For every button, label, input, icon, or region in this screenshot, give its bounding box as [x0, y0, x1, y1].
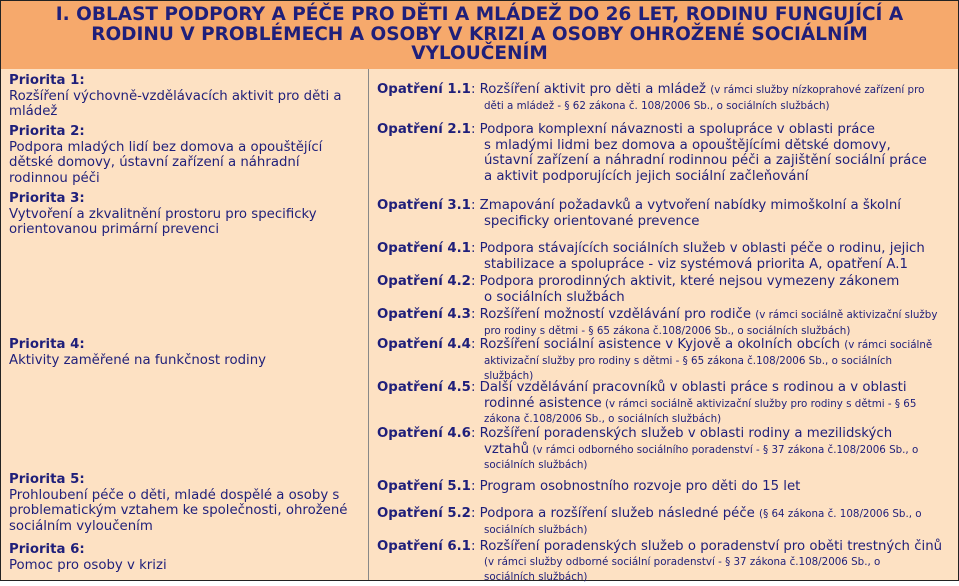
- measure-note: sociálních službách): [484, 523, 588, 536]
- measure-text: : Podpora stávajících sociálních služeb v oblasti péče o rodinu, jejich: [470, 241, 925, 256]
- priority-6: [9, 542, 361, 573]
- priority-text: mládež: [9, 104, 58, 120]
- measure-text: : Rozšíření aktivit pro děti a mládež: [470, 82, 711, 97]
- title-line-2: RODINU V PROBLÉMECH A OSOBY V KRIZI A OSOBY OHROŽENÉ SOCIÁLNÍM: [91, 23, 868, 45]
- measures-column: [369, 69, 958, 584]
- measure-heading: Opatření 4.5: [377, 380, 471, 395]
- priorities-column: [1, 69, 369, 580]
- priority-text: sociálním vyloučením: [9, 518, 153, 534]
- measure-3-1: [377, 198, 957, 229]
- priority-heading: Priorita 2:: [9, 124, 85, 139]
- priority-2: [9, 124, 361, 186]
- priority-heading: Priorita 6:: [9, 542, 85, 557]
- measure-heading: Opatření 6.1: [377, 539, 471, 554]
- measure-text: : Rozšíření možností vzdělávání pro rodiče: [470, 307, 756, 322]
- measure-note: (v rámci sociálně: [844, 339, 933, 351]
- measure-heading: Opatření 3.1: [377, 198, 471, 213]
- priority-text: Pomoc pro osoby v krizi: [9, 557, 167, 573]
- priority-text: rodinnou péči: [9, 170, 100, 186]
- measure-text: a aktivit podporujících jejich sociální začleňování: [484, 168, 809, 184]
- measure-text: : Další vzdělávání pracovníků v oblasti práce s rodinou a v oblasti: [470, 380, 907, 395]
- measure-5-1: [377, 479, 957, 495]
- measure-4-5: [377, 380, 957, 428]
- measure-text: : Program osobnostního rozvoje pro děti do 15 let: [470, 479, 801, 494]
- measure-note: (v rámci služby odborné sociální poradenství - § 37 zákona č.108/2006 Sb., o: [484, 555, 881, 568]
- measure-4-1: [377, 241, 957, 272]
- measure-text: vztahů: [484, 441, 530, 457]
- title-line-3: VYLOUČENÍM: [411, 43, 548, 64]
- priority-heading: Priorita 5:: [9, 472, 85, 487]
- measure-4-2: [377, 274, 957, 305]
- priority-text: Aktivity zaměřené na funkčnost rodiny: [9, 352, 267, 368]
- measure-4-6: [377, 426, 957, 474]
- measure-heading: Opatření 4.4: [377, 337, 471, 352]
- measure-note: (§ 64 zákona č. 108/2006 Sb., o: [759, 508, 922, 520]
- measure-note: (v rámci odborného sociálního poradenství - § 37 zákona č.108/2006 Sb., o: [529, 443, 919, 456]
- priority-heading: Priorita 3:: [9, 191, 85, 206]
- measure-heading: Opatření 4.3: [377, 307, 471, 322]
- measure-note: (v rámci sociálně aktivizační služby pro rodiny s dětmi - § 65: [601, 397, 917, 410]
- measure-1-1: [377, 82, 957, 114]
- priority-1: [9, 73, 361, 120]
- measure-note: sociálních službách): [484, 571, 588, 584]
- measure-6-1: [377, 539, 957, 586]
- measure-text: specificky orientované prevence: [484, 213, 700, 229]
- measure-heading: Opatření 5.2: [377, 506, 471, 521]
- measure-text: o sociálních službách: [484, 289, 625, 305]
- measure-note: (v rámci služby nízkoprahové zařízení pro: [710, 84, 925, 96]
- priority-3: [9, 191, 361, 238]
- measure-text: : Rozšíření poradenských služeb v oblasti rodiny a mezilidských: [470, 426, 893, 441]
- measure-note: zákona č.108/2006 Sb., o sociálních službách): [484, 413, 722, 426]
- priority-text: Vytvoření a zkvalitnění prostoru pro specificky: [9, 206, 317, 222]
- measure-heading: Opatření 4.6: [377, 426, 471, 441]
- measure-text: stabilizace a spolupráce - viz systémová priorita A, opatření A.1: [484, 256, 908, 272]
- measure-text: : Rozšíření sociální asistence v Kyjově a okolních obcích: [470, 337, 845, 352]
- priority-text: Rozšíření výchovně-vzdělávacích aktivit pro děti a: [9, 88, 342, 104]
- priority-text: dětské domovy, ústavní zařízení a náhradní: [9, 155, 300, 171]
- measure-text: ústavní zařízení a náhradní rodinnou péči a zajištění sociální práce: [484, 153, 927, 169]
- measure-text: : Podpora a rozšíření služeb následné péče: [470, 506, 760, 521]
- measure-4-3: [377, 307, 957, 339]
- priority-heading: Priorita 4:: [9, 337, 85, 352]
- priority-text: Podpora mladých lidí bez domova a opouštějící: [9, 139, 323, 155]
- measure-text: s mladými lidmi bez domova a opouštějícími dětské domovy,: [484, 137, 891, 153]
- measure-text: : Podpora komplexní návaznosti a spolupráce v oblasti práce: [470, 122, 875, 137]
- priority-text: orientovanou primární prevenci: [9, 222, 220, 238]
- priority-heading: Priorita 1:: [9, 73, 85, 88]
- measure-note: sociálních službách): [484, 459, 588, 472]
- measure-heading: Opatření 1.1: [377, 82, 471, 97]
- priority-4: [9, 337, 361, 368]
- measure-text: : Podpora prorodinných aktivit, které nejsou vymezeny zákonem: [470, 274, 900, 289]
- measure-heading: Opatření 4.1: [377, 241, 471, 256]
- measure-text: : Rozšíření poradenských služeb o poradenství pro oběti trestných činů: [470, 539, 943, 554]
- measure-heading: Opatření 5.1: [377, 479, 471, 494]
- page-title: [1, 1, 958, 69]
- measure-4-4: [377, 337, 957, 385]
- measure-2-1: [377, 122, 957, 184]
- measure-text: : Zmapování požadavků a vytvoření nabídky mimoškolní a školní: [470, 198, 901, 213]
- measure-5-2: [377, 506, 957, 538]
- measure-note: aktivizační služby pro rodiny s dětmi - § 65 zákona č.108/2006 Sb., o sociálních: [484, 354, 893, 367]
- priority-5: [9, 472, 361, 534]
- priority-text: problematickým vztahem ke společnosti, ohrožené: [9, 503, 348, 519]
- title-line-1: I. OBLAST PODPORY A PÉČE PRO DĚTI A MLÁDEŽ DO 26 LET, RODINU FUNGUJÍCÍ A: [55, 4, 904, 25]
- measure-heading: Opatření 4.2: [377, 274, 471, 289]
- measure-note: pro rodiny s dětmi - § 65 zákona č.108/2006 Sb., o sociálních službách): [484, 324, 851, 337]
- measure-heading: Opatření 2.1: [377, 122, 471, 137]
- measure-note: děti a mládež - § 62 zákona č. 108/2006 Sb., o sociálních službách): [484, 99, 830, 112]
- measure-note: službách): [484, 370, 534, 383]
- measure-text: rodinné asistence: [484, 395, 602, 411]
- measure-note: (v rámci sociálně aktivizační služby: [755, 309, 938, 321]
- priority-text: Prohloubení péče o děti, mladé dospělé a osoby s: [9, 487, 340, 503]
